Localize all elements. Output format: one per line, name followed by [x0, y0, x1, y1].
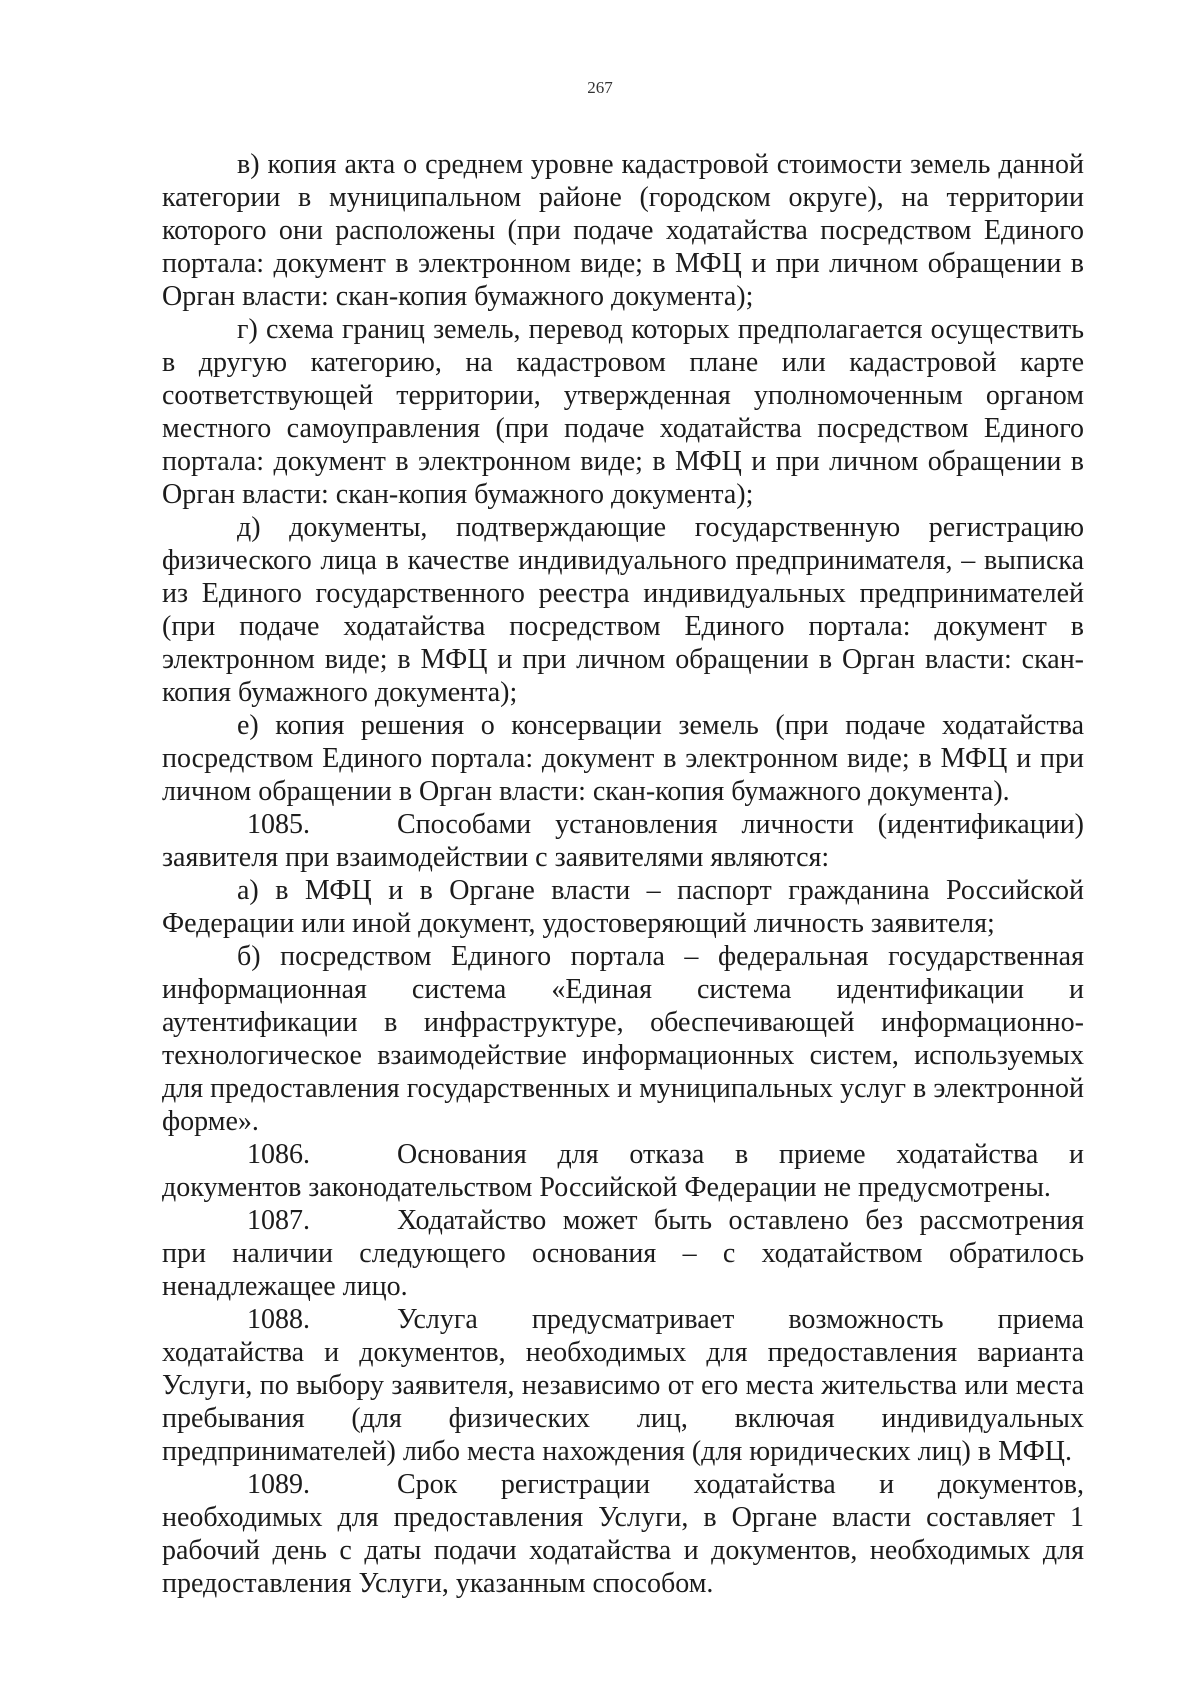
- paragraph-item-g: [162, 313, 1084, 511]
- clause-number: 1085.: [247, 809, 310, 840]
- clause-number: 1089.: [247, 1469, 310, 1500]
- paragraph-item-a: [162, 874, 1084, 940]
- paragraph-item-e: [162, 709, 1084, 808]
- page-number: 267: [587, 78, 613, 97]
- clause-1087: [162, 1204, 1084, 1303]
- paragraph-text: б) посредством Единого портала – федеральная государственная информационная система «Единая система идентификации и аутентификации в инфраструктуре, обеспечивающей информационно-технологическое взаимодействие информационных систем, используемых для предоставления государственных и муниципальных услуг в электронной форме».: [162, 941, 1084, 1137]
- clause-number: 1087.: [247, 1205, 310, 1236]
- document-body: [162, 148, 1084, 1600]
- clause-1089: [162, 1468, 1084, 1600]
- paragraph-text: е) копия решения о консервации земель (при подаче ходатайства посредством Единого портала: документ в электронном виде; в МФЦ и при личном обращении в Орган власти: скан-копия бумажного документа).: [162, 710, 1084, 807]
- clause-text: Ходатайство может быть оставлено без рассмотрения при наличии следующего основания – с ходатайством обратилось ненадлежащее лицо.: [162, 1205, 1084, 1302]
- clause-text: Основания для отказа в приеме ходатайства и документов законодательством Российской Федерации не предусмотрены.: [162, 1139, 1084, 1203]
- clause-1086: [162, 1138, 1084, 1204]
- clause-text: Срок регистрации ходатайства и документов, необходимых для предоставления Услуги, в Органе власти составляет 1 рабочий день с даты подачи ходатайства и документов, необходимых для предоставления Услуги, указанным способом.: [162, 1469, 1084, 1599]
- paragraph-item-v: [162, 148, 1084, 313]
- paragraph-item-d: [162, 511, 1084, 709]
- paragraph-text: в) копия акта о среднем уровне кадастровой стоимости земель данной категории в муниципальном районе (городском округе), на территории которого они расположены (при подаче ходатайства посредством Единого портала: документ в электронном виде; в МФЦ и при личном обращении в Орган власти: скан-копия бумажного документа);: [162, 149, 1084, 312]
- paragraph-text: а) в МФЦ и в Органе власти – паспорт гражданина Российской Федерации или иной документ, удостоверяющий личность заявителя;: [162, 875, 1084, 939]
- paragraph-text: г) схема границ земель, перевод которых предполагается осуществить в другую категорию, на кадастровом плане или кадастровой карте соответствующей территории, утвержденная уполномоченным органом местного самоуправления (при подаче ходатайства посредством Единого портала: документ в электронном виде; в МФЦ и при личном обращении в Орган власти: скан-копия бумажного документа);: [162, 314, 1084, 510]
- paragraph-text: д) документы, подтверждающие государственную регистрацию физического лица в качестве индивидуального предпринимателя, – выписка из Единого государственного реестра индивидуальных предпринимателей (при подаче ходатайства посредством Единого портала: документ в электронном виде; в МФЦ и при личном обращении в Орган власти: скан-копия бумажного документа);: [162, 512, 1084, 708]
- clause-text: Способами установления личности (идентификации) заявителя при взаимодействии с заявителями являются:: [162, 809, 1084, 873]
- clause-number: 1088.: [247, 1304, 310, 1335]
- clause-number: 1086.: [247, 1139, 310, 1170]
- clause-1088: [162, 1303, 1084, 1468]
- clause-1085: [162, 808, 1084, 874]
- clause-text: Услуга предусматривает возможность приема ходатайства и документов, необходимых для предоставления варианта Услуги, по выбору заявителя, независимо от его места жительства или места пребывания (для физических лиц, включая индивидуальных предпринимателей) либо места нахождения (для юридических лиц) в МФЦ.: [162, 1304, 1084, 1467]
- paragraph-item-b: [162, 940, 1084, 1138]
